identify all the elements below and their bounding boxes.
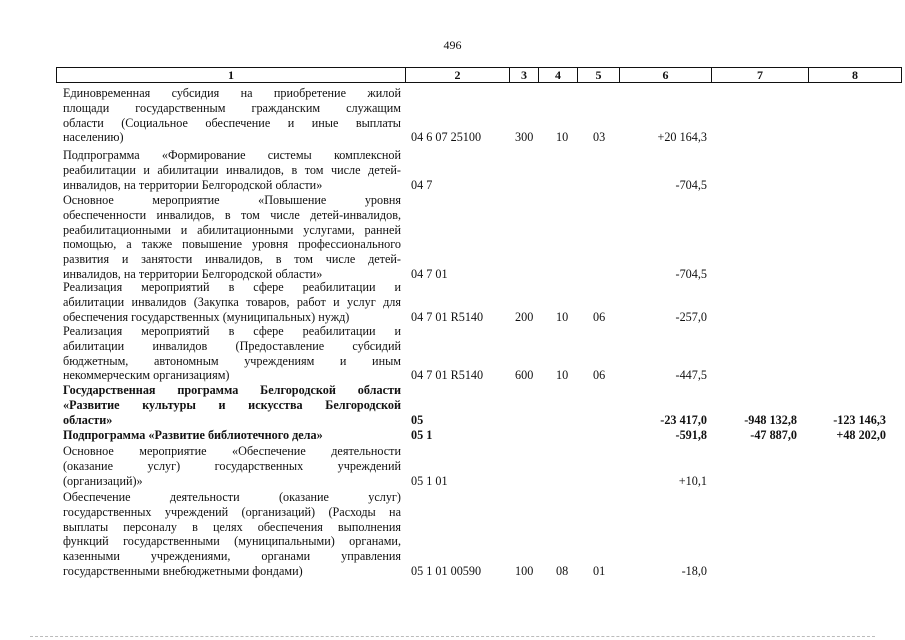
description-line: инвалидов, на территории Белгородской области» (63, 266, 323, 281)
cell-c6: -23 417,0 (660, 412, 707, 427)
row-description (63, 148, 401, 192)
cell-c3: 600 (515, 368, 534, 383)
description-line: выплаты персоналу в целях обеспечения выполнения (63, 519, 401, 534)
header-col-4: 4 (538, 67, 578, 83)
row-description (63, 86, 401, 145)
cell-c4: 08 (556, 564, 569, 578)
page-bottom-divider (30, 636, 875, 637)
description-line: Реализация мероприятий в сфере реабилитации и (63, 324, 401, 338)
description-line: «Развитие культуры и искусства Белгородской (63, 397, 401, 412)
cell-code: 05 1 01 00590 (411, 564, 482, 578)
description-line: некоммерческим организациям) (63, 368, 230, 383)
cell-c4: 10 (556, 368, 569, 383)
cell-c7: -948 132,8 (744, 412, 797, 427)
page-number: 496 (443, 38, 462, 52)
row-description (63, 324, 401, 383)
cell-c8: -123 146,3 (833, 412, 886, 427)
description-line: Подпрограмма «Развитие библиотечного дела» (63, 428, 323, 442)
description-line: обеспеченности инвалидов, в том числе детей-инвалидов, (63, 207, 401, 222)
cell-c5: 06 (593, 368, 606, 383)
description-line: обеспечения государственных (муниципальных) нужд) (63, 309, 350, 324)
row-description (63, 280, 401, 324)
description-line: реабилитационными и абилитационными услугами, ранней (63, 222, 401, 237)
cell-c6: -704,5 (675, 267, 707, 281)
description-line: инвалидов, на территории Белгородской области» (63, 177, 323, 192)
cell-c6: +20 164,3 (657, 130, 707, 145)
cell-c6: -591,8 (675, 428, 707, 442)
description-line: области» (63, 412, 113, 427)
header-col-6: 6 (619, 67, 712, 83)
cell-c4: 10 (556, 130, 569, 145)
cell-c5: 06 (593, 309, 606, 324)
description-line: Обеспечение деятельности (оказание услуг) (63, 490, 401, 504)
cell-code: 04 7 01 (411, 267, 448, 281)
description-line: Подпрограмма «Формирование системы комплексной (63, 148, 401, 162)
header-col-1: 1 (56, 67, 406, 83)
cell-c8: +48 202,0 (836, 428, 886, 442)
row-description (63, 428, 401, 443)
description-line: Единовременная субсидия на приобретение жилой (63, 86, 401, 100)
cell-c3: 300 (515, 130, 534, 145)
cell-code: 05 1 (411, 428, 433, 442)
description-line: Реализация мероприятий в сфере реабилитации и (63, 280, 401, 294)
row-description (63, 444, 401, 488)
header-col-2: 2 (405, 67, 510, 83)
description-line: Основное мероприятие «Обеспечение деятельности (63, 444, 401, 458)
cell-c6: +10,1 (678, 473, 707, 488)
row-description (63, 490, 401, 579)
description-line: казенными учреждениями, органами управления (63, 549, 401, 564)
description-line: абилитации инвалидов (Закупка товаров, работ и услуг для (63, 294, 401, 309)
description-line: развития и занятости инвалидов, в том числе детей- (63, 252, 401, 267)
cell-c6: -18,0 (681, 564, 707, 578)
cell-code: 04 7 01 R5140 (411, 309, 484, 324)
cell-c6: -257,0 (675, 309, 707, 324)
cell-c4: 10 (556, 309, 569, 324)
cell-code: 04 7 01 R5140 (411, 368, 484, 383)
header-col-3: 3 (509, 67, 539, 83)
cell-c6: -704,5 (675, 177, 707, 192)
description-line: функций государственными (муниципальными) органами, (63, 534, 401, 549)
cell-c3: 200 (515, 309, 534, 324)
header-col-7: 7 (711, 67, 809, 83)
description-line: (организаций)» (63, 473, 143, 488)
cell-code: 04 7 (411, 177, 433, 192)
description-line: Основное мероприятие «Повышение уровня (63, 193, 401, 207)
description-line: населению) (63, 130, 124, 145)
cell-code: 04 6 07 25100 (411, 130, 482, 145)
description-line: государственными внебюджетными фондами) (63, 563, 303, 578)
description-line: реабилитации и абилитации инвалидов, в том числе детей- (63, 162, 401, 177)
header-col-5: 5 (577, 67, 620, 83)
header-col-8: 8 (808, 67, 902, 83)
description-line: (оказание услуг) государственных учреждений (63, 458, 401, 473)
cell-c3: 100 (515, 564, 534, 578)
cell-code: 05 (411, 412, 424, 427)
description-line: государственных учреждений (организаций) (Расходы на (63, 504, 401, 519)
description-line: Государственная программа Белгородской области (63, 383, 401, 397)
cell-code: 05 1 01 (411, 473, 448, 488)
row-description (63, 383, 401, 427)
description-line: абилитации инвалидов (Предоставление субсидий (63, 338, 401, 353)
description-line: области (Социальное обеспечение и иные выплаты (63, 115, 401, 130)
description-line: помощью, а также повышение уровня профессионального (63, 237, 401, 252)
cell-c6: -447,5 (675, 368, 707, 383)
cell-c7: -47 887,0 (750, 428, 797, 442)
description-line: площади государственным гражданским служащим (63, 100, 401, 115)
row-description (63, 193, 401, 282)
cell-c5: 01 (593, 564, 606, 578)
cell-c5: 03 (593, 130, 606, 145)
description-line: бюджетным, автономным учреждениям и иным (63, 353, 401, 368)
